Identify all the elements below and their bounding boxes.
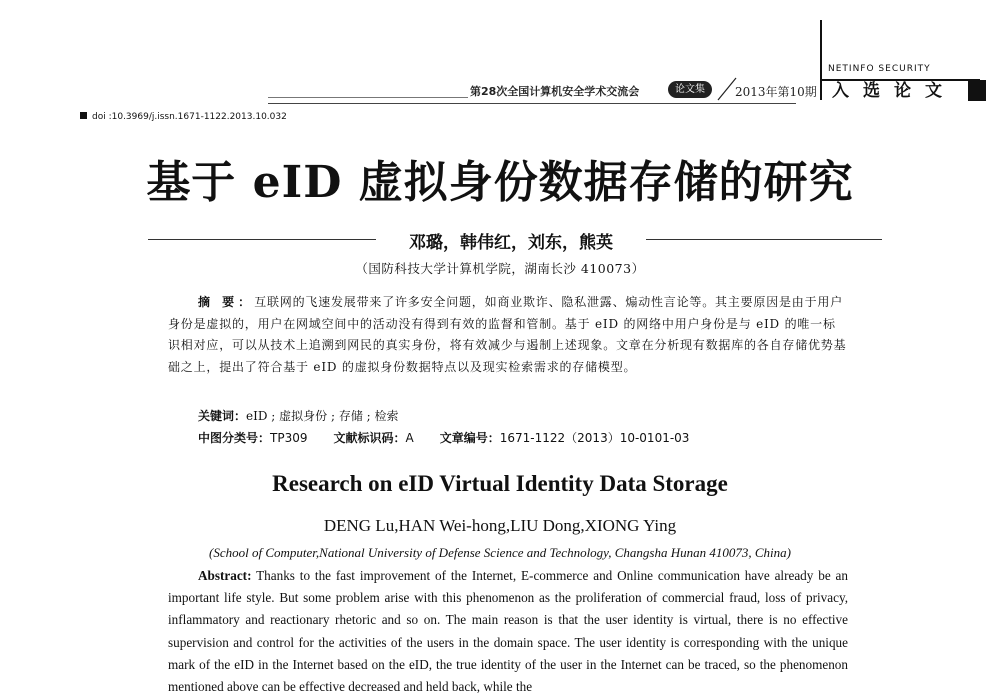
header-rule-upper	[268, 97, 468, 98]
abstract-cn-text: 互联网的飞速发展带来了许多安全问题，如商业欺诈、隐私泄露、煽动性言论等。其主要原因是由于用户身份是虚拟的，用户在网域空间中的活动没有得到有效的监督和管制。基于 eID 的网络中用户身份是与 eID 的唯一标识相对应，可以从技术上追溯到网民的真实身份，将有效减少与遏制上述现象。文章在分析现有数据库的各自存储优势基础之上，提出了符合基于 eID 的虚拟身份数据特点以及现实检索需求的存储模型。	[168, 295, 847, 374]
title-cn: 基于 eID 虚拟身份数据存储的研究	[146, 157, 854, 208]
conference-label: 第28次全国计算机安全学术交流会	[470, 85, 640, 98]
abstract-en-label: Abstract:	[198, 568, 252, 583]
abstract-cn	[168, 292, 848, 378]
abstract-cn-label: 摘 要：	[198, 295, 255, 309]
issue-label: 2013年第10期	[735, 85, 817, 99]
title-en: Research on eID Virtual Identity Data Storage	[272, 471, 728, 496]
abstract-en-text: Thanks to the fast improvement of the Internet, E-commerce and Online communication have already be an important life style. But some problem arise with this phenomenon as the proliferation of commercial fraud, loss of privacy, inflammatory and reactionary rhetoric and so on. The main reason is that the user identity is virtual, there is no effective supervision and control for the activities of the users in the domain space. The user identity is corresponding with the unique mark of the eID in the Internet based on the eID, the true identity of the user in the Internet can be traced, so the phenomenon mentioned above can be effective decreased and held back, while the	[168, 568, 848, 694]
header-rule	[268, 103, 796, 104]
affiliation-en: (School of Computer,National University of Defense Science and Technology, Changsha Hunan 410073, China)	[209, 545, 791, 560]
clc-label: 中图分类号：	[198, 431, 271, 445]
keywords-cn	[198, 407, 399, 424]
authors-rule-right	[646, 239, 882, 240]
section-bar-block	[968, 80, 986, 101]
keywords-cn-label: 关键词：	[198, 409, 247, 423]
authors-en: DENG Lu,HAN Wei-hong,LIU Dong,XIONG Ying	[323, 516, 677, 535]
authors-cn: 邓璐，韩伟红，刘东，熊英	[409, 233, 613, 253]
section-label: 入选论文	[822, 79, 980, 101]
keywords-cn-text: eID ; 虚拟身份 ; 存储 ; 检索	[246, 409, 399, 423]
proceedings-badge: 论文集	[668, 81, 712, 98]
journal-name: NETINFO SECURITY	[828, 64, 931, 74]
doc-code-label: 文献标识码：	[333, 431, 406, 445]
clc-value: TP309	[270, 431, 308, 445]
classification-line	[198, 429, 689, 446]
doc-code-value: A	[405, 431, 414, 445]
doi-square-icon	[80, 112, 87, 119]
abstract-en	[168, 565, 848, 694]
affiliation-cn: （国防科技大学计算机学院，湖南长沙 410073）	[355, 261, 645, 276]
article-number-label: 文章编号：	[439, 431, 500, 445]
authors-cn-row	[148, 228, 882, 252]
article-number-value: 1671-1122（2013）10-0101-03	[499, 431, 690, 445]
authors-rule-left	[148, 239, 376, 240]
doi-text: doi :10.3969/j.issn.1671-1122.2013.10.032	[92, 112, 287, 122]
doi-line	[80, 112, 287, 122]
